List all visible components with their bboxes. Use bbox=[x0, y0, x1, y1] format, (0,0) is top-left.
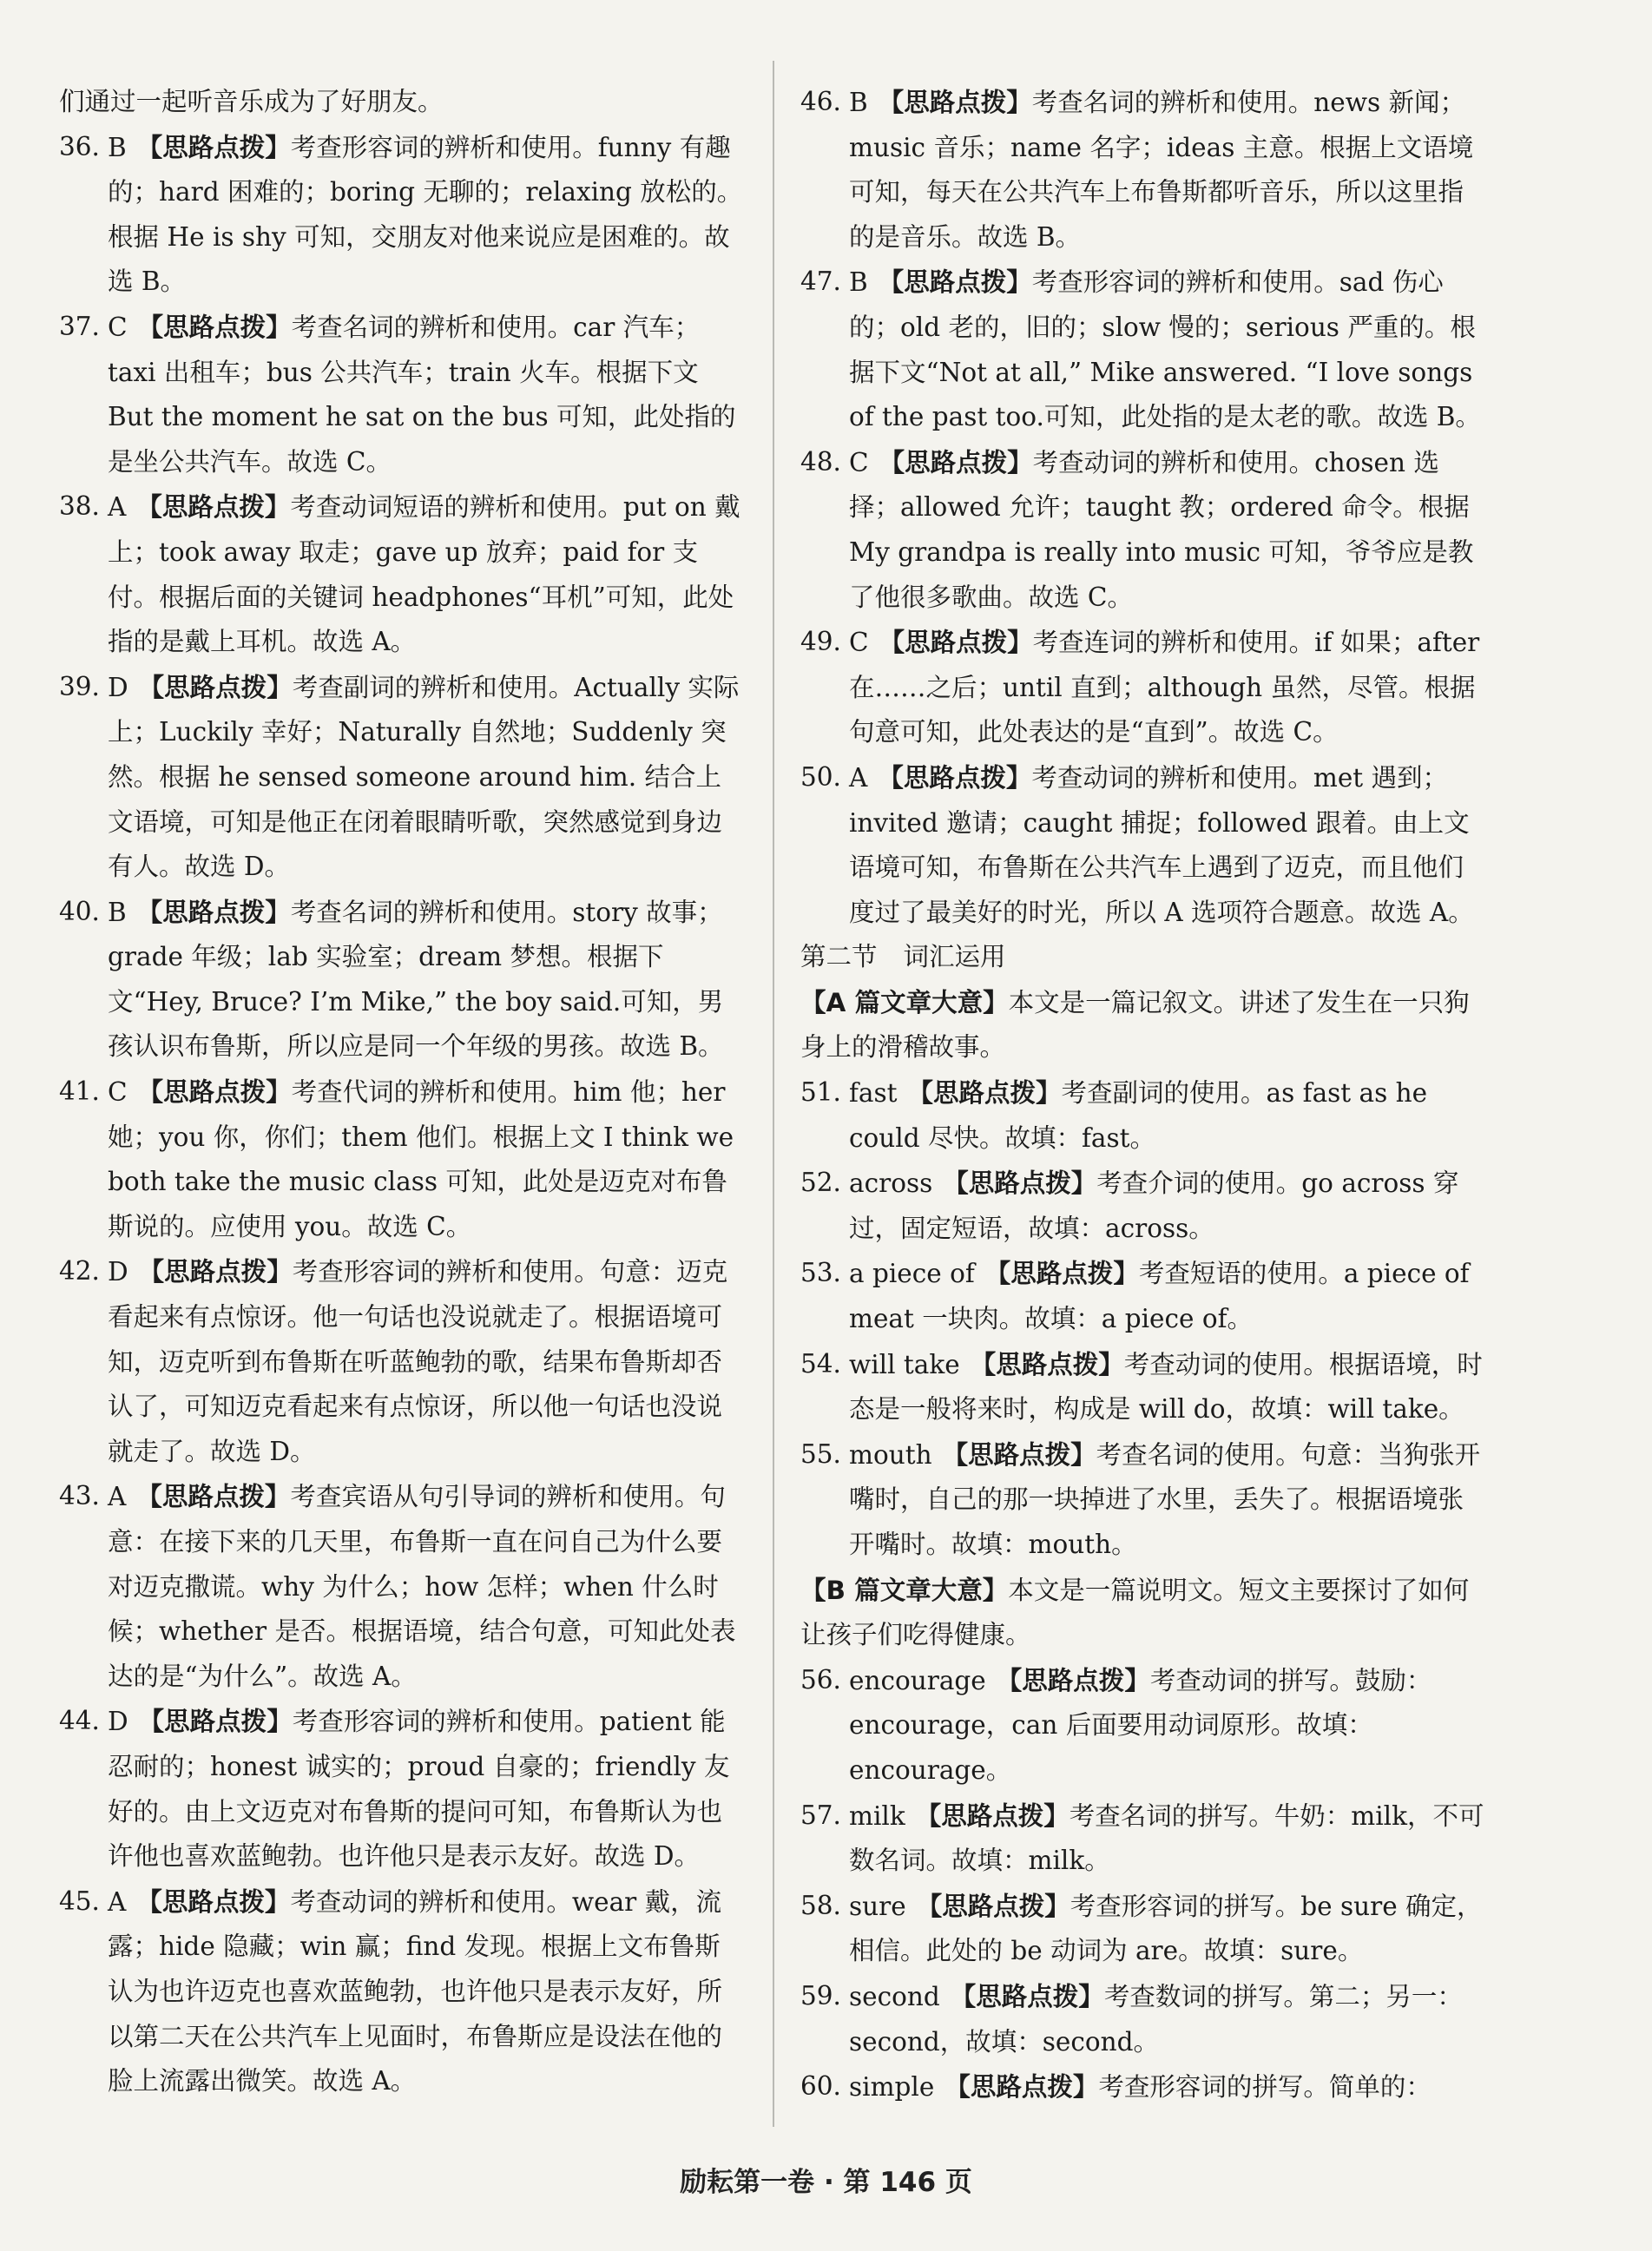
tag-label: 思路点拨 bbox=[905, 447, 1008, 477]
answer-item bbox=[59, 1879, 745, 2104]
answer-item bbox=[59, 1699, 745, 1879]
tag-bracket-open: 【 bbox=[950, 1980, 977, 2011]
tag-label: 思路点拨 bbox=[968, 1439, 1071, 1470]
tag-bracket-close: 】 bbox=[267, 1256, 293, 1287]
column-divider bbox=[773, 61, 774, 2127]
tag-bracket-open: 【 bbox=[136, 896, 163, 927]
tag-bracket-close: 】 bbox=[264, 1481, 291, 1512]
tag-label: 思路点拨 bbox=[163, 1077, 267, 1108]
right-column bbox=[800, 80, 1486, 2110]
tag-bracket-open: 【 bbox=[136, 1886, 162, 1917]
tag-bracket-open: 【 bbox=[878, 87, 905, 117]
item-answer: C bbox=[849, 628, 869, 658]
passage-bracket-close: 】 bbox=[982, 1574, 1009, 1605]
item-number: 55. bbox=[800, 1438, 841, 1469]
item-answer: milk bbox=[849, 1800, 905, 1831]
answer-item bbox=[59, 125, 745, 305]
passage-text: 本文是一篇记叙文。讲述了发生在一只狗身上的滑稽故事。 bbox=[800, 987, 1470, 1063]
tag-bracket-open: 【 bbox=[944, 2071, 971, 2103]
item-number: 45. bbox=[59, 1886, 100, 1916]
item-answer: will take bbox=[849, 1349, 960, 1379]
answer-item bbox=[800, 260, 1486, 439]
item-answer: sure bbox=[849, 1891, 906, 1921]
item-answer: fast bbox=[849, 1078, 898, 1109]
tag-bracket-open: 【 bbox=[970, 1348, 997, 1379]
item-text: 考查名词的使用。句意：当狗张开嘴时，自己的那一块掉进了水里，丢失了。根据语境张开嘴时。故填：mouth。 bbox=[849, 1439, 1481, 1559]
tag-label: 思路点拨 bbox=[903, 762, 1006, 793]
tag-bracket-close: 】 bbox=[1005, 761, 1032, 793]
item-answer: D bbox=[108, 672, 128, 702]
item-answer: A bbox=[108, 1886, 127, 1917]
item-number: 56. bbox=[800, 1664, 841, 1695]
item-text: 考查连词的辨析和使用。if 如果；after 在……之后；until 直到；although 虽然，尽管。根据句意可知，此处表达的是“直到”。故选 C。 bbox=[849, 628, 1480, 747]
passage-bracket-close: 】 bbox=[983, 986, 1009, 1017]
tag-bracket-open: 【 bbox=[943, 1168, 969, 1199]
tag-bracket-open: 【 bbox=[942, 1438, 969, 1470]
answer-item bbox=[800, 1251, 1486, 1341]
tag-bracket-close: 】 bbox=[1113, 1258, 1139, 1289]
tag-label: 思路点拨 bbox=[162, 897, 266, 927]
item-answer: second bbox=[849, 1981, 940, 2011]
item-text: 考查代词的辨析和使用。him 他；her 她；you 你，你们；them 他们。根据上文 I think we both take the music class 可知，此处是迈克对布鲁斯说的。应使用 you。故选 C。 bbox=[108, 1077, 734, 1241]
item-number: 51. bbox=[800, 1077, 841, 1108]
item-text: 考查形容词的拼写。简单的： bbox=[1098, 2072, 1432, 2103]
item-answer: C bbox=[849, 447, 869, 477]
item-text: 考查短语的使用。a piece of meat 一块肉。故填：a piece of。 bbox=[849, 1259, 1470, 1334]
item-answer: a piece of bbox=[849, 1259, 975, 1289]
answer-item bbox=[800, 1342, 1486, 1432]
tag-label: 思路点拨 bbox=[161, 1482, 265, 1512]
answer-item bbox=[800, 1658, 1486, 1794]
tag-bracket-close: 】 bbox=[1036, 1077, 1062, 1109]
item-number: 50. bbox=[800, 761, 841, 792]
item-text: 考查动词的辨析和使用。met 遇到；invited 邀请；caught 捕捉；followed 跟着。由上文语境可知，布鲁斯在公共汽车上遇到了迈克，而且他们度过了最美好的时光，所以 A 选项符合题意。故选 A。 bbox=[849, 762, 1474, 927]
item-answer: simple bbox=[849, 2072, 935, 2103]
item-answer: D bbox=[108, 1257, 128, 1287]
item-text: 考查动词的辨析和使用。wear 戴，流露；hide 隐藏；win 赢；find 发现。根据上文布鲁斯认为也许迈克也喜欢蓝鲍勃，也许他只是表示友好，所以第二天在公共汽车上见面时，布鲁斯应是设法在他的脸上流露出微笑。故选 A。 bbox=[108, 1886, 723, 2096]
item-answer: C bbox=[108, 312, 128, 342]
tag-label: 思路点拨 bbox=[996, 1349, 1099, 1379]
item-number: 43. bbox=[59, 1481, 100, 1511]
item-answer: A bbox=[108, 1482, 127, 1512]
item-text: 考查宾语从句引导词的辨析和使用。句意：在接下来的几天里，布鲁斯一直在问自己为什么要对迈克撒谎。why 为什么；how 怎样；when 什么时候；whether 是否。根据语境，结合句意，可知此处表达的是“为什么”。故选 A。 bbox=[108, 1482, 736, 1691]
tag-label: 思路点拨 bbox=[164, 672, 267, 702]
answer-item bbox=[59, 1070, 745, 1249]
passage-bracket-open: 【 bbox=[800, 986, 826, 1017]
item-text: 考查副词的辨析和使用。Actually 实际上；Luckily 幸好；Naturally 自然地；Suddenly 突然。根据 he sensed someone around him. 结合上文语境，可知是他正在闭着眼睛听歌，突然感觉到身边有人。故选 D。 bbox=[108, 672, 740, 882]
item-text: 考查形容词的拼写。be sure 确定，相信。此处的 be 动词为 are。故填：sure。 bbox=[849, 1891, 1483, 1966]
tag-bracket-close: 】 bbox=[1070, 1438, 1096, 1470]
passage-label: A 篇文章大意 bbox=[826, 987, 984, 1017]
tag-label: 思路点拨 bbox=[905, 628, 1008, 658]
item-answer: D bbox=[108, 1707, 128, 1737]
answer-item bbox=[800, 1432, 1486, 1568]
tag-bracket-close: 】 bbox=[1072, 2071, 1099, 2103]
section-heading bbox=[800, 935, 1486, 980]
intro-line: 们通过一起听音乐成为了好朋友。 bbox=[59, 87, 444, 116]
tag-label: 思路点拨 bbox=[968, 1168, 1071, 1199]
tag-bracket-open: 【 bbox=[878, 267, 905, 298]
item-text: 考查副词的使用。as fast as he could 尽快。故填：fast。 bbox=[849, 1078, 1428, 1153]
tag-bracket-close: 】 bbox=[1006, 87, 1032, 117]
item-number: 39. bbox=[59, 671, 100, 701]
answer-item bbox=[59, 1249, 745, 1474]
answer-item bbox=[800, 1070, 1486, 1161]
item-text: 考查数词的拼写。第二；另一：second，故填：second。 bbox=[849, 1981, 1463, 2057]
item-number: 38. bbox=[59, 491, 100, 522]
item-answer: B bbox=[849, 267, 868, 298]
tag-bracket-close: 】 bbox=[267, 1706, 293, 1737]
tag-bracket-open: 【 bbox=[136, 1481, 162, 1512]
tag-label: 思路点拨 bbox=[1010, 1259, 1114, 1289]
tag-label: 思路点拨 bbox=[161, 492, 265, 523]
section-title: 第二节 bbox=[800, 942, 878, 972]
passage-label: B 篇文章大意 bbox=[826, 1575, 983, 1605]
item-text: 考查动词的使用。根据语境，时态是一般将来时，构成是 will do，故填：will take。 bbox=[849, 1349, 1483, 1425]
tag-label: 思路点拨 bbox=[161, 1886, 265, 1917]
item-answer: A bbox=[849, 762, 868, 793]
item-number: 41. bbox=[59, 1076, 100, 1107]
answer-item bbox=[59, 1474, 745, 1699]
item-answer: B bbox=[108, 897, 127, 927]
answer-item bbox=[800, 1884, 1486, 1974]
item-answer: B bbox=[849, 88, 868, 117]
tag-bracket-close: 】 bbox=[1098, 1348, 1124, 1379]
tag-label: 思路点拨 bbox=[904, 267, 1007, 298]
item-answer: A bbox=[108, 492, 127, 523]
tag-label: 思路点拨 bbox=[162, 132, 266, 162]
answer-item bbox=[800, 1161, 1486, 1251]
item-answer: across bbox=[849, 1168, 933, 1199]
passage-bracket-open: 【 bbox=[800, 1574, 826, 1605]
item-number: 60. bbox=[800, 2071, 841, 2102]
item-answer: mouth bbox=[849, 1439, 932, 1470]
item-number: 36. bbox=[59, 131, 100, 161]
tag-bracket-open: 【 bbox=[138, 671, 165, 702]
tag-bracket-close: 】 bbox=[1007, 627, 1033, 658]
item-answer: B bbox=[108, 132, 127, 162]
answer-item bbox=[800, 2064, 1486, 2110]
tag-bracket-close: 】 bbox=[1006, 267, 1032, 298]
tag-bracket-close: 】 bbox=[1007, 446, 1033, 477]
tag-label: 思路点拨 bbox=[941, 1800, 1044, 1831]
item-text: 考查动词短语的辨析和使用。put on 戴上；took away 取走；gave up 放弃；paid for 支付。根据后面的关键词 headphones“耳机”可知，此处指的是戴上耳机。故选 A。 bbox=[108, 492, 740, 657]
tag-label: 思路点拨 bbox=[164, 1257, 267, 1287]
tag-label: 思路点拨 bbox=[976, 1981, 1079, 2011]
tag-bracket-close: 】 bbox=[264, 1886, 291, 1917]
tag-bracket-open: 【 bbox=[879, 446, 905, 477]
item-number: 59. bbox=[800, 1980, 841, 2011]
item-number: 46. bbox=[800, 87, 841, 116]
tag-label: 思路点拨 bbox=[970, 2072, 1073, 2103]
tag-bracket-close: 】 bbox=[267, 671, 293, 702]
answer-item bbox=[59, 484, 745, 664]
tag-label: 思路点拨 bbox=[933, 1078, 1037, 1109]
tag-bracket-close: 】 bbox=[1078, 1980, 1104, 2011]
tag-bracket-close: 】 bbox=[1043, 1800, 1070, 1831]
tag-bracket-open: 【 bbox=[915, 1800, 942, 1831]
item-text: 考查形容词的辨析和使用。sad 伤心的；old 老的，旧的；slow 慢的；serious 严重的。根据下文“Not at all,” Mike answered. “I love songs of the past too.可知，此处指的是太老的歌。故选 B。 bbox=[849, 267, 1481, 432]
item-text: 考查名词的拼写。牛奶：milk，不可数名词。故填：milk。 bbox=[849, 1800, 1484, 1876]
item-number: 54. bbox=[800, 1348, 841, 1379]
tag-bracket-open: 【 bbox=[984, 1258, 1011, 1289]
answer-item bbox=[800, 620, 1486, 755]
item-answer: C bbox=[108, 1077, 128, 1108]
item-number: 49. bbox=[800, 627, 841, 657]
tag-bracket-open: 【 bbox=[136, 491, 162, 523]
tag-bracket-close: 】 bbox=[1124, 1664, 1150, 1695]
item-text: 考查动词的辨析和使用。chosen 选择；allowed 允许；taught 教；ordered 命令。根据 My grandpa is really into music 可知，爷爷应是教了他很多歌曲。故选 C。 bbox=[849, 447, 1474, 612]
tag-bracket-open: 【 bbox=[138, 1256, 165, 1287]
item-number: 47. bbox=[800, 267, 841, 297]
tag-bracket-open: 【 bbox=[878, 761, 904, 793]
item-number: 58. bbox=[800, 1890, 841, 1920]
passage-b-summary bbox=[800, 1568, 1486, 1658]
passage-text: 本文是一篇说明文。短文主要探讨了如何让孩子们吃得健康。 bbox=[800, 1575, 1470, 1650]
item-number: 57. bbox=[800, 1800, 841, 1830]
item-number: 44. bbox=[59, 1706, 100, 1736]
item-number: 52. bbox=[800, 1168, 841, 1198]
tag-label: 思路点拨 bbox=[904, 88, 1007, 117]
item-number: 53. bbox=[800, 1258, 841, 1288]
tag-bracket-close: 】 bbox=[265, 131, 291, 162]
answer-item bbox=[800, 1974, 1486, 2064]
item-text: 考查名词的辨析和使用。news 新闻；music 音乐；name 名字；ideas 主意。根据上文语境可知，每天在公共汽车上布鲁斯都听音乐，所以这里指的是音乐。故选 B。 bbox=[849, 88, 1474, 252]
passage-a-summary bbox=[800, 980, 1486, 1070]
tag-bracket-open: 【 bbox=[996, 1664, 1023, 1695]
item-text: 考查形容词的辨析和使用。funny 有趣的；hard 困难的；boring 无聊的；relaxing 放松的。根据 He is shy 可知，交朋友对他来说应是困难的。故选 B。 bbox=[108, 132, 743, 297]
answer-item bbox=[59, 305, 745, 484]
answer-item bbox=[800, 440, 1486, 620]
tag-bracket-open: 【 bbox=[137, 1076, 164, 1108]
answer-item bbox=[800, 1794, 1486, 1884]
item-text: 考查形容词的辨析和使用。patient 能忍耐的；honest 诚实的；proud 自豪的；friendly 友好的。由上文迈克对布鲁斯的提问可知，布鲁斯认为也许他也喜欢蓝鲍勃。也许他只是表示友好。故选 D。 bbox=[108, 1707, 730, 1872]
tag-bracket-close: 】 bbox=[1044, 1890, 1070, 1921]
tag-bracket-close: 】 bbox=[1070, 1168, 1097, 1199]
tag-bracket-close: 】 bbox=[265, 896, 291, 927]
tag-bracket-open: 【 bbox=[879, 627, 905, 658]
item-answer: encourage bbox=[849, 1665, 986, 1695]
tag-bracket-close: 】 bbox=[266, 1076, 292, 1108]
tag-bracket-close: 】 bbox=[266, 311, 292, 342]
tag-bracket-open: 【 bbox=[136, 131, 163, 162]
item-number: 40. bbox=[59, 896, 100, 926]
item-number: 48. bbox=[800, 446, 841, 477]
page-footer: 励耘第一卷 · 第 146 页 bbox=[680, 2167, 972, 2198]
answer-item bbox=[59, 665, 745, 890]
tag-bracket-open: 【 bbox=[138, 1706, 165, 1737]
left-column bbox=[59, 80, 745, 2104]
item-number: 37. bbox=[59, 311, 100, 341]
tag-label: 思路点拨 bbox=[1022, 1665, 1125, 1695]
section-name: 词汇运用 bbox=[903, 942, 1006, 972]
item-number: 42. bbox=[59, 1256, 100, 1287]
tag-label: 思路点拨 bbox=[163, 312, 267, 342]
tag-bracket-open: 【 bbox=[916, 1890, 943, 1921]
item-text: 考查形容词的辨析和使用。句意：迈克看起来有点惊讶。他一句话也没说就走了。根据语境可知，迈克听到布鲁斯在听蓝鲍勃的歌，结果布鲁斯却否认了，可知迈克看起来有点惊讶，所以他一句话也没说就走了。故选 D。 bbox=[108, 1257, 728, 1466]
tag-bracket-close: 】 bbox=[264, 491, 291, 523]
tag-label: 思路点拨 bbox=[942, 1891, 1045, 1921]
answer-item bbox=[800, 80, 1486, 260]
item-text: 考查动词的拼写。鼓励：encourage，can 后面要用动词原形。故填：encourage。 bbox=[849, 1665, 1432, 1785]
answer-item bbox=[59, 890, 745, 1070]
item-text: 考查名词的辨析和使用。car 汽车；taxi 出租车；bus 公共汽车；train 火车。根据下文 But the moment he sat on the bus 可知，此处指的是坐公共汽车。故选 C。 bbox=[108, 312, 736, 477]
item-text: 考查介词的使用。go across 穿过，固定短语，故填：across。 bbox=[849, 1168, 1459, 1243]
tag-bracket-open: 【 bbox=[907, 1077, 934, 1109]
item-text: 考查名词的辨析和使用。story 故事；grade 年级；lab 实验室；dream 梦想。根据下文“Hey, Bruce? I’m Mike,” the boy said.可知，男孩认识布鲁斯，所以应是同一个年级的男孩。故选 B。 bbox=[108, 897, 724, 1062]
tag-bracket-open: 【 bbox=[137, 311, 164, 342]
answer-item bbox=[800, 755, 1486, 935]
tag-label: 思路点拨 bbox=[164, 1707, 267, 1737]
